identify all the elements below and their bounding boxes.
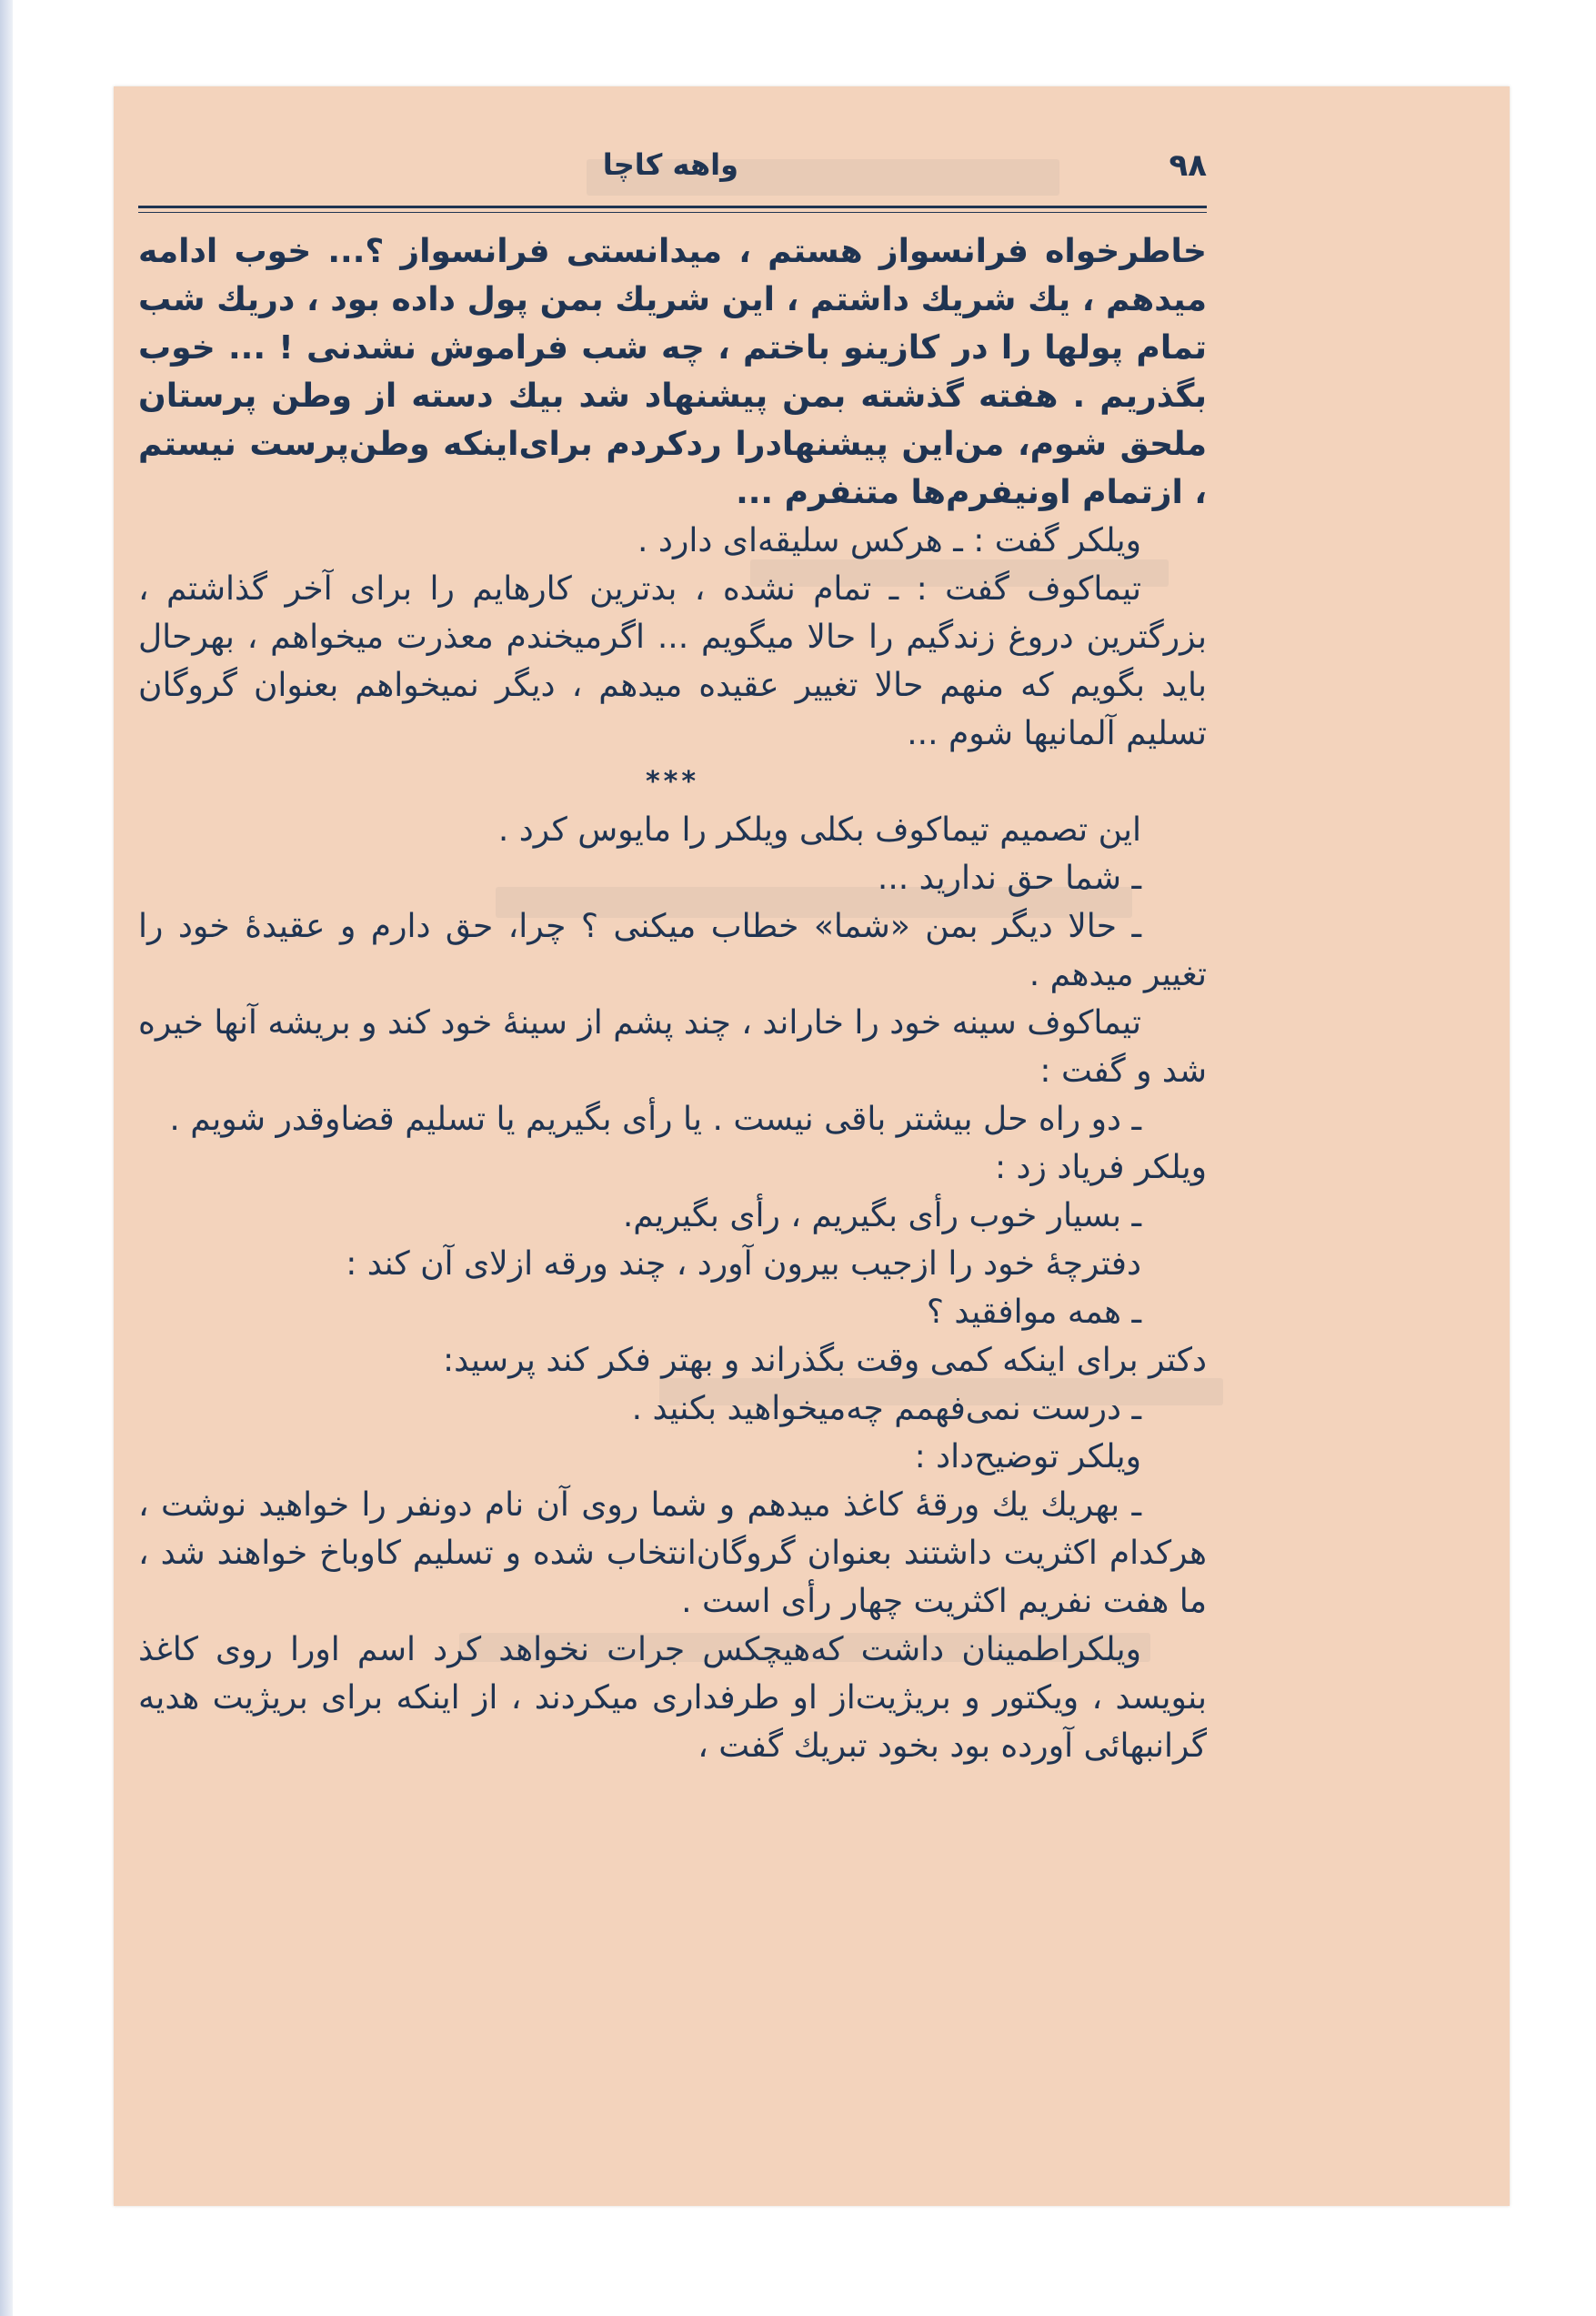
- paragraph: خاطرخواه فرانسواز هستم ، میدانستی فرانسواز ؟... خوب ادامه میدهم ، یك شریك داشتم ، این شریك بمن پول داده بود ، دریك شب تمام پولها را در کازینو باختم ، چه شب فراموش نشدنی ! ... خوب بگذریم . هفته گذشته بمن پیشنهاد شد بیك دسته از وطن پرستان ملحق شوم، من‌این پیشنهادرا ردکردم برای‌اینکه وطن‌پرست نیستم ، ازتمام اونیفرم‌ها متنفرم ...: [138, 233, 1207, 511]
- page-header: [138, 147, 1207, 202]
- paragraph: ـ همه موافقید ؟: [926, 1294, 1141, 1331]
- header-rule: [138, 206, 1207, 213]
- paragraph: دکتر برای اینکه کمی وقت بگذراند و بهتر فکر کند پرسید:: [443, 1342, 1207, 1379]
- paragraph: ویلکراطمینان داشت که‌هیچکس جرات نخواهد کرد اسم اورا روی کاغذ بنویسد ، ویکتور و بریژیت‌از او طرفداری میکردند ، از اینکه برای بریژیت هدیه گرانبهائی آورده بود بخود تبریك گفت ،: [138, 1631, 1207, 1765]
- page-number: ۹۸: [1169, 147, 1207, 184]
- running-title: واهه کاچا: [602, 147, 738, 182]
- paragraph: ـ درست نمی‌فهمم چه‌میخواهید بکنید .: [631, 1390, 1141, 1427]
- paragraph: تیماکوف سینه خود را خاراند ، چند پشم از سینهٔ خود کند و بریشه آنها خیره شد و گفت :: [138, 1004, 1207, 1090]
- scan-edge-shadow: [0, 0, 13, 2316]
- paragraph: ـ شما حق ندارید ...: [877, 860, 1141, 897]
- paragraph: ـ بسیار خوب رأی بگیریم ، رأی بگیریم.: [622, 1197, 1141, 1234]
- paragraph: دفترچهٔ خود را ازجیب بیرون آورد ، چند ورقه ازلای آن کند :: [346, 1245, 1141, 1283]
- paragraph: ویلکر فریاد زد :: [994, 1149, 1207, 1186]
- paragraph: ویلکر گفت : ـ هرکس سلیقه‌ای دارد .: [637, 522, 1141, 559]
- paragraph: ـ بهریك یك ورقهٔ کاغذ میدهم و شما روی آن نام دونفر را خواهید نوشت ، هرکدام اکثریت داشتند بعنوان گروگان‌انتخاب شده و تسلیم کاوباخ خواهند شد ، ما هفت نفریم اکثریت چهار رأی است .: [138, 1486, 1207, 1620]
- paragraph: ـ دو راه حل بیشتر باقی نیست . یا رأی بگیریم یا تسلیم قضاوقدر شویم .: [169, 1101, 1141, 1138]
- paragraph: ویلکر توضیح‌داد :: [914, 1438, 1141, 1475]
- paragraph: این تصمیم تیماکوف بکلی ویلکر را مایوس کرد .: [497, 811, 1141, 849]
- section-separator: ***: [645, 766, 700, 798]
- paragraph: تیماکوف گفت : ـ تمام نشده ، بدترین کارهایم را برای آخر گذاشتم ، بزرگترین دروغ زندگیم را حالا میگویم ... اگرمیخندم معذرت میخواهم ، بهرحال باید بگویم که منهم حالا تغییر عقیده میدهم ، دیگر نمیخواهم بعنوان گروگان تسلیم آلمانیها شوم ...: [138, 570, 1207, 752]
- body-text: [138, 227, 1207, 2083]
- paragraph: ـ حالا دیگر بمن «شما» خطاب میکنی ؟ چرا، حق دارم و عقیدهٔ خود را تغییر میدهم .: [138, 908, 1207, 993]
